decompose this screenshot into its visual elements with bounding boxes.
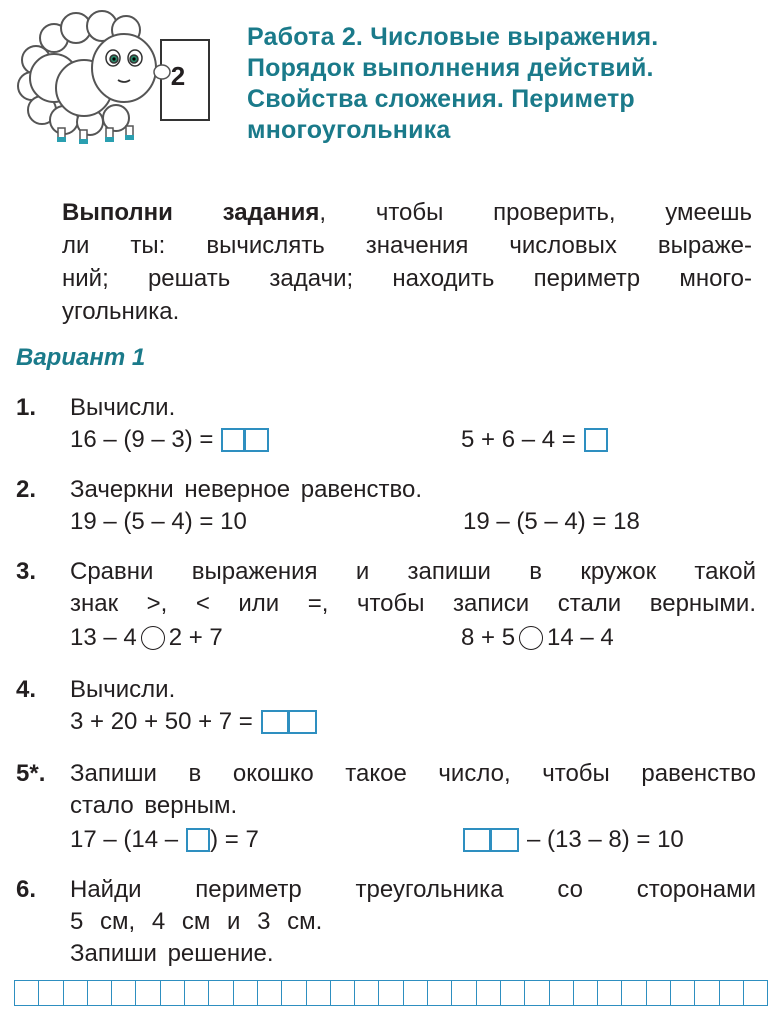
solution-answer-grid[interactable] [14,980,768,1006]
answer-box-digit[interactable] [463,828,491,852]
grid-cell[interactable] [185,980,209,1006]
intro-paragraph [62,196,752,328]
task-5-number: 5*. [16,760,46,787]
answer-box-digit[interactable] [261,710,289,734]
grid-cell[interactable] [282,980,306,1006]
task-5-left-a: 17 – (14 – [70,826,179,853]
task-5-text-line-2: стало верным. [70,792,238,819]
task-2-left-equality[interactable]: 19 – (5 – 4) = 10 [70,508,247,535]
grid-cell[interactable] [622,980,646,1006]
task-5-text-line-1: Запиши в окошко такое число, чтобы равенство [70,760,756,787]
grid-cell[interactable] [404,980,428,1006]
task-1-left-expression [70,426,269,454]
title-line-3: Свойства сложения. Периметр [247,85,635,113]
task-6-text-line-1: Найди периметр треугольника со сторонами [70,876,756,903]
grid-cell[interactable] [355,980,379,1006]
task-5-right-b: – (13 – 8) = 10 [527,826,684,853]
task-2-text: Зачеркни неверное равенство. [70,476,423,503]
task-3-right-a: 8 + 5 [461,624,516,651]
task-4-number: 4. [16,676,37,703]
task-2-right-equality[interactable]: 19 – (5 – 4) = 18 [463,508,640,535]
intro-line-4: угольника. [62,298,180,325]
comparison-circle[interactable] [519,626,543,650]
answer-box-digit[interactable] [186,828,210,852]
grid-cell[interactable] [14,980,39,1006]
task-3-left-a: 13 – 4 [70,624,137,651]
task-3-left-comparison [70,624,223,652]
grid-cell[interactable] [258,980,282,1006]
task-6-number: 6. [16,876,37,903]
grid-cell[interactable] [88,980,112,1006]
grid-cell[interactable] [477,980,501,1006]
grid-cell[interactable] [647,980,671,1006]
answer-box-digit[interactable] [221,428,245,452]
grid-cell[interactable] [671,980,695,1006]
page-title [247,22,757,146]
task-1-left-expr-text: 16 – (9 – 3) = [70,426,214,453]
task-6-text-line-3: Запиши решение. [70,940,274,967]
grid-cell[interactable] [695,980,719,1006]
grid-cell[interactable] [550,980,574,1006]
task-5-right-equation [463,826,684,854]
intro-line-2: ли ты: вычислять значения числовых выраже- [62,232,752,259]
task-3-right-b: 14 – 4 [547,624,614,651]
task-1-right-expr-text: 5 + 6 – 4 = [461,426,576,453]
grid-cell[interactable] [452,980,476,1006]
task-6-text-line-2: 5 см, 4 см и 3 см. [70,908,323,935]
task-3-number: 3. [16,558,37,585]
grid-cell[interactable] [307,980,331,1006]
title-line-4: многоугольника [247,116,451,144]
intro-line-3: ний; решать задачи; находить периметр много- [62,265,752,292]
task-3-text-line-1: Сравни выражения и запиши в кружок такой [70,558,756,585]
task-1-number: 1. [16,394,37,421]
title-line-2: Порядок выполнения действий. [247,54,654,82]
grid-cell[interactable] [574,980,598,1006]
grid-cell[interactable] [525,980,549,1006]
grid-cell[interactable] [379,980,403,1006]
task-3-right-comparison [461,624,614,652]
grid-cell[interactable] [136,980,160,1006]
task-1-right-expression [461,426,608,454]
task-4-text: Вычисли. [70,676,176,703]
variant-heading: Вариант 1 [16,344,146,371]
answer-box-digit[interactable] [584,428,608,452]
grid-cell[interactable] [501,980,525,1006]
task-4-expression [70,708,317,736]
task-2-number: 2. [16,476,37,503]
intro-bold-lead: Выполни задания [62,199,320,226]
grid-cell[interactable] [39,980,63,1006]
grid-cell[interactable] [234,980,258,1006]
grid-cell[interactable] [209,980,233,1006]
answer-box-digit[interactable] [491,828,519,852]
title-line-1: Работа 2. Числовые выражения. [247,23,659,51]
grid-cell[interactable] [64,980,88,1006]
grid-cell[interactable] [428,980,452,1006]
intro-line-1-rest: , чтобы проверить, умеешь [319,199,752,226]
grid-cell[interactable] [161,980,185,1006]
intro-line-1 [62,196,752,229]
task-5-left-b: ) = 7 [210,826,259,853]
task-1-text: Вычисли. [70,394,176,421]
comparison-circle[interactable] [141,626,165,650]
work-number-badge: 2 [170,61,186,91]
grid-cell[interactable] [744,980,768,1006]
answer-box-digit[interactable] [245,428,269,452]
task-4-expr-text: 3 + 20 + 50 + 7 = [70,708,253,735]
answer-box-digit[interactable] [289,710,317,734]
grid-cell[interactable] [720,980,744,1006]
task-3-text-line-2: знак >, < или =, чтобы записи стали верными. [70,590,756,617]
grid-cell[interactable] [331,980,355,1006]
task-5-left-equation [70,826,259,854]
grid-cell[interactable] [598,980,622,1006]
task-3-left-b: 2 + 7 [168,624,223,651]
grid-cell[interactable] [112,980,136,1006]
